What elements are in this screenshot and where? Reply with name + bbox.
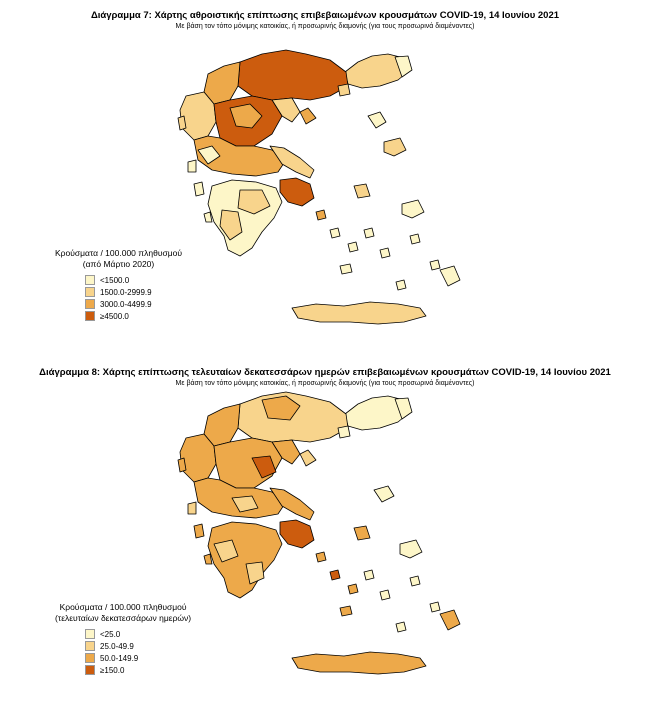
map1-legend	[55, 248, 182, 322]
island-3	[364, 570, 374, 580]
legend-swatch	[85, 629, 95, 639]
island-2	[348, 584, 358, 594]
legend-swatch	[85, 311, 95, 321]
region-skyros	[354, 184, 370, 198]
region-central-macedonia	[238, 392, 348, 442]
map1-legend-heading-line2: (από Μάρτιο 2020)	[82, 259, 155, 269]
island-5	[340, 264, 352, 274]
island-1	[330, 228, 340, 238]
island-aegina	[316, 210, 326, 220]
island-4	[380, 590, 390, 600]
map1-legend-item	[85, 310, 182, 322]
island-8	[396, 280, 406, 290]
map1-legend-item	[85, 286, 182, 298]
map1-legend-heading-line1: Κρούσματα / 100.000 πληθυσμού	[55, 248, 182, 258]
island-4	[380, 248, 390, 258]
region-lefkada	[188, 502, 196, 514]
island-6	[410, 576, 420, 586]
island-7	[430, 260, 440, 270]
legend-label: 1500.0-2999.9	[100, 287, 152, 297]
region-thasos	[338, 426, 350, 438]
island-8	[396, 622, 406, 632]
legend-label: ≥150.0	[100, 665, 125, 675]
map2-legend-heading-line2: (τελευταίων δεκατεσσάρων ημερών)	[55, 613, 192, 623]
map1-legend-item	[85, 298, 182, 310]
region-halkidiki-east	[300, 108, 316, 124]
legend-label: ≥4500.0	[100, 311, 129, 321]
region-attica	[280, 520, 314, 548]
island-aegina	[316, 552, 326, 562]
island-6	[410, 234, 420, 244]
island-7	[430, 602, 440, 612]
region-halkidiki-east	[300, 450, 316, 466]
fourteen-day-incidence-panel	[0, 358, 650, 707]
region-western-macedonia	[204, 404, 240, 446]
map2-legend-item	[85, 652, 191, 664]
region-samothrace	[368, 112, 386, 128]
legend-swatch	[85, 275, 95, 285]
island-rhodes	[440, 266, 460, 286]
island-1	[330, 570, 340, 580]
region-chios	[402, 200, 424, 218]
map2-legend-heading-line1: Κρούσματα / 100.000 πληθυσμού	[59, 602, 187, 612]
region-chios	[400, 540, 422, 558]
region-lemnos	[374, 486, 394, 502]
legend-swatch	[85, 299, 95, 309]
legend-label: 25.0-49.9	[100, 641, 134, 651]
island-rhodes	[440, 610, 460, 630]
island-3	[364, 228, 374, 238]
region-attica	[280, 178, 314, 206]
legend-swatch	[85, 641, 95, 651]
map2-title: Διάγραμμα 8: Χάρτης επίπτωσης τελευταίων δεκατεσσάρων ημερών επιβεβαιωμένων κρουσμάτων COVID-19, 14 Ιουνίου 2021	[39, 367, 611, 378]
region-crete	[292, 302, 426, 324]
region-peloponnese	[208, 522, 282, 598]
region-skyros	[354, 526, 370, 540]
region-lemnos	[384, 138, 406, 156]
legend-swatch	[85, 665, 95, 675]
legend-label: 50.0-149.9	[100, 653, 139, 663]
region-kefalonia	[194, 182, 204, 196]
region-kefalonia	[194, 524, 204, 538]
island-2	[348, 242, 358, 252]
region-central-macedonia	[238, 50, 348, 100]
region-western-macedonia	[204, 62, 240, 104]
island-5	[340, 606, 352, 616]
legend-label: <25.0	[100, 629, 121, 639]
map1-subtitle: Με βάση τον τόπο μόνιμης κατοικίας, ή προσωρινής διαμονής (για τους προσωρινά διαμένοντες)	[175, 23, 475, 30]
map2-legend-item	[85, 640, 191, 652]
legend-label: <1500.0	[100, 275, 130, 285]
cumulative-incidence-panel	[0, 0, 650, 345]
legend-swatch	[85, 287, 95, 297]
map1-legend-item	[85, 274, 182, 286]
map2-legend-item	[85, 664, 191, 676]
region-crete	[292, 652, 426, 674]
legend-label: 3000.0-4499.9	[100, 299, 152, 309]
map2-legend	[55, 602, 191, 676]
map1-title: Διάγραμμα 7: Χάρτης αθροιστικής επίπτωσης επιβεβαιωμένων κρουσμάτων COVID-19, 14 Ιουνίου 2021	[90, 10, 560, 21]
map2-legend-item	[85, 628, 191, 640]
region-thasos	[338, 84, 350, 96]
legend-swatch	[85, 653, 95, 663]
region-lefkada	[188, 160, 196, 172]
map2-subtitle: Με βάση τον τόπο μόνιμης κατοικίας, ή προσωρινής διαμονής (για τους προσωρινά διαμένοντες)	[175, 380, 475, 387]
